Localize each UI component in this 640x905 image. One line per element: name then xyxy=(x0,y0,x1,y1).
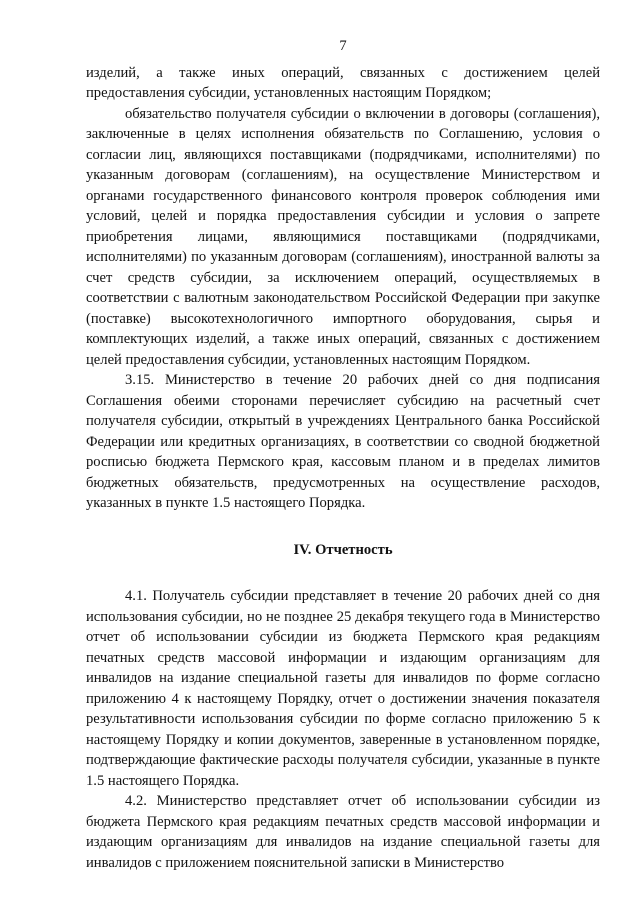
section-heading: IV. Отчетность xyxy=(293,541,393,558)
document-page xyxy=(86,36,600,873)
paragraph-obligation: обязательство получателя субсидии о включении в договоры (соглашения), заключенные в целях исполнения обязательств по Соглашению, условия о согласии лиц, являющихся поставщиками (подрядчиками, исполнителями) по указанным договорам (соглашениям), на осуществление Министерством и органами государственного финансового контроля проверок соблюдения ими условий, целей и порядка предоставления субсидии и условия о запрете приобретения лицами, являющимися поставщиками (подрядчиками, исполнителями) по указанным договорам (соглашениям), иностранной валюты за счет средств субсидии, за исключением операций, осуществляемых в соответствии с валютным законодательством Российской Федерации при закупке (поставке) высокотехнологичного импортного оборудования, сырья и комплектующих изделий, а также иных операций, связанных с достижением целей предоставления субсидии, установленных настоящим Порядком. xyxy=(86,105,600,368)
paragraph-continuation: изделий, а также иных операций, связанных с достижением целей предоставления субсидии, установленных настоящим Порядком; xyxy=(86,64,600,101)
paragraph-4-1: 4.1. Получатель субсидии представляет в течение 20 рабочих дней со дня использования субсидии, но не позднее 25 декабря текущего года в Министерство отчет об использовании субсидии из бюджета Пермского края редакциям печатных средств массовой информации и издающим организациям для инвалидов на издание специальной газеты для инвалидов по форме согласно приложению 4 к настоящему Порядку, отчет о достижении значения показателя результативности использования субсидии по форме согласно приложению 5 к настоящему Порядку и копии документов, заверенные в установленном порядке, подтверждающие фактические расходы получателя субсидии, указанные в пункте 1.5 настоящего Порядка. xyxy=(86,588,600,789)
page-number: 7 xyxy=(339,38,347,54)
paragraph-3-15: 3.15. Министерство в течение 20 рабочих дней со дня подписания Соглашения обеими сторонами перечисляет субсидию на расчетный счет получателя субсидии, открытый в учреждениях Центрального банка Российской Федерации или кредитных организациях, в соответствии со сводной бюджетной росписью бюджета Пермского края, кассовым планом и в пределах лимитов бюджетных обязательств, предусмотренных на осуществление расходов, указанных в пункте 1.5 настоящего Порядка. xyxy=(86,372,600,511)
paragraph-4-2: 4.2. Министерство представляет отчет об использовании субсидии из бюджета Пермского края редакциям печатных средств массовой информации и издающим организациям для инвалидов на издание специальной газеты для инвалидов с приложением пояснительной записки в Министерство xyxy=(86,793,600,871)
